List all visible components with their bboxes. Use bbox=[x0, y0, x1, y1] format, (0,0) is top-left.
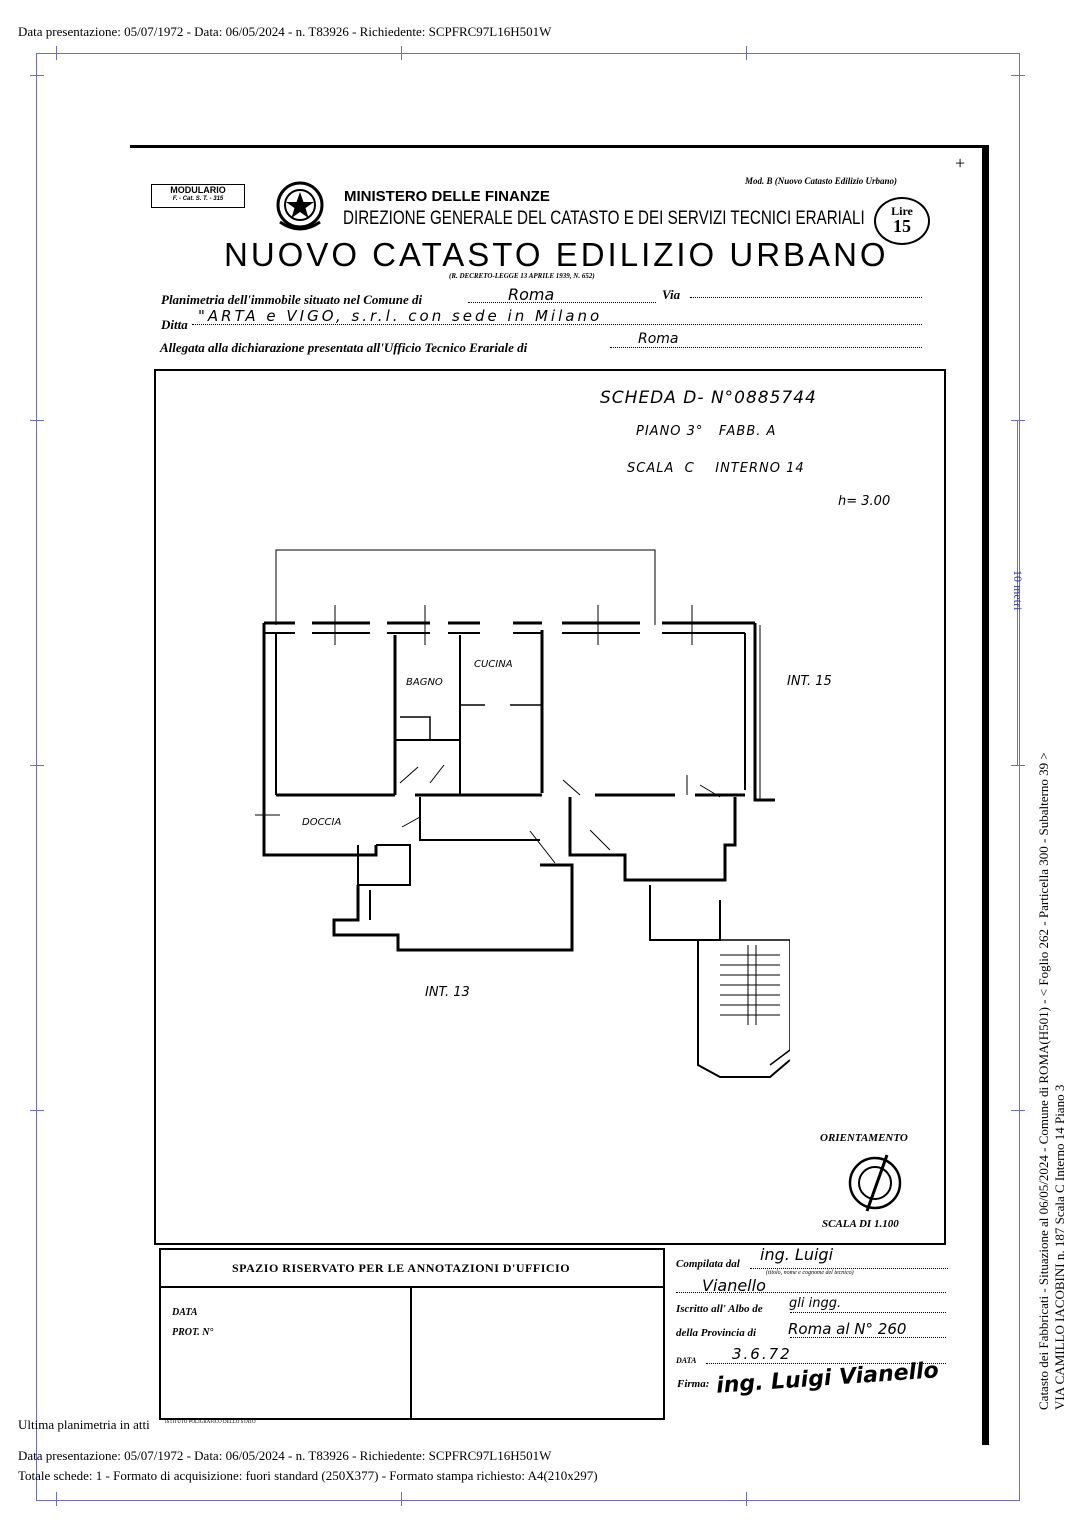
form-top-rule bbox=[130, 145, 982, 148]
room-label-int15: INT. 15 bbox=[787, 674, 832, 689]
room-label-cucina: CUCINA bbox=[474, 659, 513, 670]
footer-line1: Data presentazione: 05/07/1972 - Data: 06/05/2024 - n. T83926 - Richiedente: SCPFRC97L16H501W bbox=[18, 1448, 552, 1463]
ditta-value: "ARTA e VIGO, s.r.l. con sede in Milano bbox=[198, 307, 603, 325]
side-text-line1: Catasto dei Fabbricati - Situazione al 06/05/2024 - Comune di ROMA(H501) - < Foglio 262 - Particella 300 - Subalterno 39 > bbox=[1036, 752, 1051, 1410]
scale-bar-label: 10 metri bbox=[1011, 570, 1025, 611]
via-label: Via bbox=[662, 287, 681, 302]
printer-mark: ISTITUTO POLIGRAFICO DELLO STATO bbox=[165, 1420, 256, 1425]
ditta-label: Ditta bbox=[161, 317, 188, 332]
compilata-label: Compilata dal bbox=[676, 1258, 740, 1270]
header-meta: Data presentazione: 05/07/1972 - Data: 06/05/2024 - n. T83926 - Richiedente: SCPFRC97L16H501W bbox=[18, 24, 552, 39]
compilata-note: (titolo, nome e cognome del tecnico) bbox=[766, 1270, 854, 1276]
ministry-title: MINISTERO DELLE FINANZE bbox=[344, 188, 550, 205]
footer-line2: Totale schede: 1 - Formato di acquisizione: fuori standard (250X377) - Formato stampa richiesto: A4(210x297) bbox=[18, 1468, 598, 1483]
scheda-number: SCHEDA D- N°0885744 bbox=[600, 388, 817, 408]
north-arrow-icon bbox=[845, 1153, 905, 1213]
provincia-label: della Provincia di bbox=[676, 1327, 757, 1339]
direction-title: DIREZIONE GENERALE DEL CATASTO E DEI SERVIZI TECNICI ERARIALI bbox=[343, 208, 865, 229]
decree-line: (R. DECRETO-LEGGE 13 APRILE 1939, N. 652) bbox=[449, 272, 595, 280]
comune-value: Roma bbox=[508, 285, 555, 304]
data2-label: DATA bbox=[676, 1356, 697, 1365]
piano-fabbricato: PIANO 3° FABB. A bbox=[636, 424, 777, 439]
ufficio-value: Roma bbox=[638, 331, 679, 347]
compilata-value2: Vianello bbox=[702, 1276, 766, 1295]
room-label-bagno: BAGNO bbox=[406, 677, 443, 688]
altezza: h= 3.00 bbox=[838, 494, 891, 509]
compilata-value: ing. Luigi bbox=[760, 1245, 834, 1264]
office-prot-label: PROT. N° bbox=[172, 1327, 214, 1338]
mod-b-label: Mod. B (Nuovo Catasto Edilizio Urbano) bbox=[745, 176, 898, 186]
orientamento-label: ORIENTAMENTO bbox=[820, 1132, 908, 1144]
main-title: NUOVO CATASTO EDILIZIO URBANO bbox=[224, 236, 889, 273]
provincia-value: Roma al N° 260 bbox=[788, 1320, 907, 1338]
lire-stamp: Lire 15 bbox=[874, 197, 930, 245]
room-label-doccia: DOCCIA bbox=[302, 817, 342, 828]
footer-note: Ultima planimetria in atti bbox=[18, 1417, 150, 1432]
floor-plan-drawing bbox=[250, 545, 790, 1085]
republic-emblem-icon bbox=[274, 178, 326, 234]
iscritto-value: gli ingg. bbox=[789, 1296, 842, 1311]
form-right-rule bbox=[982, 145, 989, 1445]
scala-di-label: SCALA DI 1.100 bbox=[822, 1218, 899, 1230]
office-data-label: DATA bbox=[172, 1307, 198, 1318]
planimetria-label: Planimetria dell'immobile situato nel Comune di bbox=[161, 292, 423, 307]
scala-interno: SCALA C INTERNO 14 bbox=[627, 461, 805, 476]
allegata-label: Allegata alla dichiarazione presentata all'Ufficio Tecnico Erariale di bbox=[160, 340, 528, 355]
firma-label: Firma: bbox=[677, 1378, 710, 1390]
firma-signature: ing. Luigi Vianello bbox=[715, 1358, 940, 1399]
side-text-line2: VIA CAMILLO IACOBINI n. 187 Scala C Interno 14 Piano 3 bbox=[1052, 1084, 1067, 1410]
data-value: 3.6.72 bbox=[732, 1345, 792, 1363]
room-label-int13: INT. 13 bbox=[425, 985, 470, 1000]
modulario-box: MODULARIO F. - Cat. S. T. - 315 bbox=[151, 184, 245, 208]
office-box-title: SPAZIO RISERVATO PER LE ANNOTAZIONI D'UFFICIO bbox=[232, 1261, 571, 1275]
iscritto-label: Iscritto all' Albo de bbox=[676, 1303, 763, 1315]
